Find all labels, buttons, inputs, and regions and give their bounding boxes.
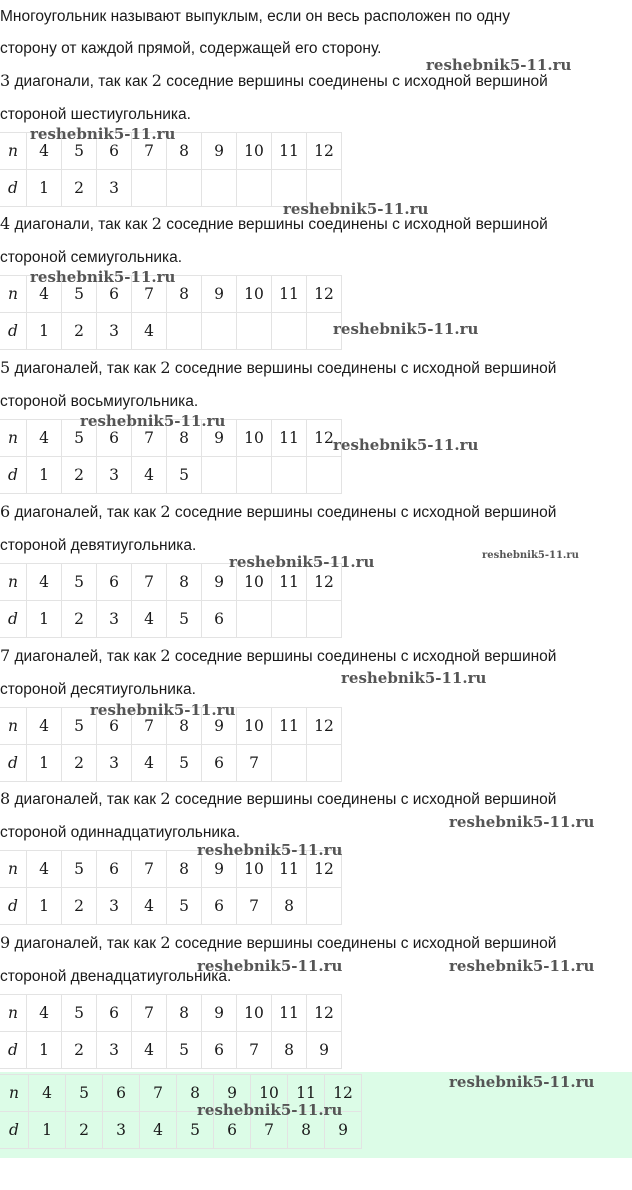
section-1-table-cell [307, 170, 342, 207]
section-6-table-cell: 7 [132, 851, 167, 888]
section-3-table [0, 419, 342, 494]
section-4-table-cell [307, 601, 342, 638]
section-4-table-cell: 1 [27, 601, 62, 638]
intro-line-2: сторону от каждой прямой, содержащей его сторону. [0, 40, 382, 57]
section-3-table-cell: 8 [167, 420, 202, 457]
section-1-table-cell [272, 170, 307, 207]
section-2-table-cell: 7 [132, 276, 167, 313]
section-2-table-cell: 5 [62, 276, 97, 313]
section-4-table-cell: 3 [97, 601, 132, 638]
section-2-table-cell [167, 313, 202, 350]
section-5-table-cell: 12 [307, 708, 342, 745]
section-6-table-label-d: d [0, 888, 27, 925]
final-table-cell: 8 [177, 1075, 214, 1112]
section-2-table-cell: 11 [272, 276, 307, 313]
section-3-table-cell: 1 [27, 457, 62, 494]
final-table-cell: 11 [288, 1075, 325, 1112]
final-table-label-d: d [0, 1112, 29, 1149]
section-4-table-cell [272, 601, 307, 638]
section-2-table-cell: 2 [62, 313, 97, 350]
sentence-two: 2 [160, 502, 171, 521]
final-table-cell: 10 [251, 1075, 288, 1112]
final-table-cell: 4 [140, 1112, 177, 1149]
section-5-table-cell: 9 [202, 708, 237, 745]
section-7-table-cell: 9 [202, 995, 237, 1032]
section-2-table-cell: 4 [132, 313, 167, 350]
section-1-table-cell: 1 [27, 170, 62, 207]
section-3-table-row-n [0, 420, 342, 457]
section-4-table [0, 563, 342, 638]
section-5-tail: стороной десятиугольника. [0, 681, 196, 698]
section-4-table-cell: 7 [132, 564, 167, 601]
section-5-table-cell [272, 745, 307, 782]
diagonal-word: диагоналей [14, 648, 99, 665]
section-1-table-label-n: n [0, 133, 27, 170]
section-2-table-cell: 12 [307, 276, 342, 313]
section-3-table-cell: 11 [272, 420, 307, 457]
section-3-table-cell: 2 [62, 457, 97, 494]
section-3-table-cell [307, 457, 342, 494]
watermark-text: reshebnik5-11.ru [30, 125, 176, 143]
section-7-table-cell: 4 [132, 1032, 167, 1069]
section-7-table-cell: 3 [97, 1032, 132, 1069]
sentence-two: 2 [160, 358, 171, 377]
section-4-table-cell: 4 [132, 601, 167, 638]
section-5-table-cell: 6 [202, 745, 237, 782]
final-table-cell: 1 [29, 1112, 66, 1149]
section-7-table-cell: 5 [167, 1032, 202, 1069]
sentence-mid: , так как [98, 791, 161, 808]
section-3-table-label-n: n [0, 420, 27, 457]
section-1-table-row-d [0, 170, 342, 207]
section-1-table-cell: 8 [167, 133, 202, 170]
section-3-table-cell: 5 [167, 457, 202, 494]
section-5-table-cell: 6 [97, 708, 132, 745]
watermark-text: reshebnik5-11.ru [449, 1073, 595, 1091]
section-3-table-cell: 5 [62, 420, 97, 457]
section-5-table-label-d: d [0, 745, 27, 782]
section-1-table-cell: 10 [237, 133, 272, 170]
sentence-mid: , так как [98, 360, 161, 377]
section-6-table-cell: 2 [62, 888, 97, 925]
section-3-table-row-d [0, 457, 342, 494]
section-4-table-cell: 6 [202, 601, 237, 638]
watermark-text: reshebnik5-11.ru [229, 553, 375, 571]
section-3-table-cell: 12 [307, 420, 342, 457]
sentence-rest: соседние вершины соединены с исходной вершиной [170, 360, 557, 377]
watermark-text: reshebnik5-11.ru [482, 550, 579, 561]
sentence-mid: , так как [98, 648, 161, 665]
section-6-table-cell: 11 [272, 851, 307, 888]
section-6-table-cell: 1 [27, 888, 62, 925]
section-6-table-cell: 8 [272, 888, 307, 925]
section-5-table-row-n [0, 708, 342, 745]
section-4-table-cell: 9 [202, 564, 237, 601]
section-3-table-cell [202, 457, 237, 494]
section-5-table-cell: 8 [167, 708, 202, 745]
diagonal-word: диагоналей [14, 791, 99, 808]
section-7-table-cell: 2 [62, 1032, 97, 1069]
section-6-table-cell: 8 [167, 851, 202, 888]
section-2-table-row-d [0, 313, 342, 350]
section-5-table-row-d [0, 745, 342, 782]
final-table-cell: 4 [29, 1075, 66, 1112]
section-6-table-row-d [0, 888, 342, 925]
section-1-table-cell: 11 [272, 133, 307, 170]
section-1-tail: стороной шестиугольника. [0, 106, 191, 123]
section-1-table-cell: 2 [62, 170, 97, 207]
section-1-table-label-d: d [0, 170, 27, 207]
sentence-rest: соседние вершины соединены с исходной вершиной [161, 73, 548, 90]
section-3-table-cell: 4 [132, 457, 167, 494]
section-2-table-label-n: n [0, 276, 27, 313]
watermark-text: reshebnik5-11.ru [197, 1101, 343, 1119]
section-3-table-cell [237, 457, 272, 494]
section-5-table-cell: 11 [272, 708, 307, 745]
section-1-table-cell [237, 170, 272, 207]
section-4-tail: стороной девятиугольника. [0, 537, 197, 554]
watermark-text: reshebnik5-11.ru [197, 957, 343, 975]
sentence-two: 2 [151, 71, 162, 90]
section-7-table-cell: 10 [237, 995, 272, 1032]
section-3-table-cell [272, 457, 307, 494]
final-table-label-n: n [0, 1075, 29, 1112]
section-5-table-cell: 5 [62, 708, 97, 745]
final-table [0, 1074, 362, 1149]
section-7-table-cell: 8 [272, 1032, 307, 1069]
sentence-two: 2 [160, 646, 171, 665]
section-2-table-row-n [0, 276, 342, 313]
section-7-table-cell: 8 [167, 995, 202, 1032]
section-5-table-cell [307, 745, 342, 782]
sentence-two: 2 [160, 789, 171, 808]
section-7-table-cell: 12 [307, 995, 342, 1032]
section-2-table-cell: 3 [97, 313, 132, 350]
section-3-table-cell: 4 [27, 420, 62, 457]
section-5-table-cell: 7 [132, 708, 167, 745]
section-2-tail: стороной семиугольника. [0, 249, 183, 266]
section-2-sentence [0, 207, 632, 242]
section-6-table-cell: 5 [167, 888, 202, 925]
section-5-table-label-n: n [0, 708, 27, 745]
section-7-table-cell: 6 [97, 995, 132, 1032]
sentence-mid: , так как [98, 504, 161, 521]
section-6-table-cell: 9 [202, 851, 237, 888]
section-4-table-cell: 10 [237, 564, 272, 601]
section-5-table-cell: 1 [27, 745, 62, 782]
section-5-sentence [0, 639, 632, 674]
diagonal-count: 5 [0, 358, 11, 377]
section-7-table-cell: 11 [272, 995, 307, 1032]
watermark-text: reshebnik5-11.ru [90, 701, 236, 719]
section-5-table-cell: 4 [27, 708, 62, 745]
watermark-text: reshebnik5-11.ru [283, 200, 429, 218]
section-6-table-cell: 6 [202, 888, 237, 925]
section-4-table-cell: 6 [97, 564, 132, 601]
final-table-cell: 8 [288, 1112, 325, 1149]
section-6-table [0, 850, 342, 925]
intro-line-1: Многоугольник называют выпуклым, если он весь расположен по одну [0, 8, 510, 25]
section-4-sentence [0, 495, 632, 530]
section-2-table-cell [237, 313, 272, 350]
final-table-cell: 9 [325, 1112, 362, 1149]
diagonal-word: диагоналей [14, 360, 99, 377]
section-7-table-cell: 7 [132, 995, 167, 1032]
final-table-cell: 9 [214, 1075, 251, 1112]
section-7-table-row-d [0, 1032, 342, 1069]
section-7-table-cell: 9 [307, 1032, 342, 1069]
diagonal-count: 6 [0, 502, 11, 521]
diagonal-word: диагонали [14, 73, 90, 90]
final-table-row-n [0, 1075, 362, 1112]
section-3-tail: стороной восьмиугольника. [0, 393, 199, 410]
section-5-table [0, 707, 342, 782]
section-3-table-cell: 7 [132, 420, 167, 457]
sentence-two: 2 [151, 214, 162, 233]
final-table-cell: 12 [325, 1075, 362, 1112]
section-7-table-row-n [0, 995, 342, 1032]
section-6-table-cell: 4 [132, 888, 167, 925]
section-6-table-label-n: n [0, 851, 27, 888]
section-6-table-cell: 3 [97, 888, 132, 925]
section-5-table-cell: 3 [97, 745, 132, 782]
section-1-table-cell: 6 [97, 133, 132, 170]
diagonal-count: 7 [0, 646, 11, 665]
section-2-table-cell: 10 [237, 276, 272, 313]
sentence-rest: соседние вершины соединены с исходной вершиной [170, 504, 557, 521]
diagonal-count: 3 [0, 71, 11, 90]
sentence-rest: соседние вершины соединены с исходной вершиной [170, 935, 557, 952]
section-5-table-cell: 2 [62, 745, 97, 782]
section-6-table-cell: 4 [27, 851, 62, 888]
section-1-table-cell: 4 [27, 133, 62, 170]
section-1-table-cell: 12 [307, 133, 342, 170]
final-table-cell: 5 [177, 1112, 214, 1149]
sentence-mid: , так как [89, 73, 152, 90]
section-2-table-label-d: d [0, 313, 27, 350]
watermark-text: reshebnik5-11.ru [426, 56, 572, 74]
section-2-table-cell: 1 [27, 313, 62, 350]
section-4-table-cell: 2 [62, 601, 97, 638]
section-6-table-cell: 7 [237, 888, 272, 925]
section-7-table-label-d: d [0, 1032, 27, 1069]
section-6-sentence [0, 782, 632, 817]
section-4-table-row-n [0, 564, 342, 601]
watermark-text: reshebnik5-11.ru [30, 268, 176, 286]
section-1-table-cell: 3 [97, 170, 132, 207]
section-5-table-cell: 10 [237, 708, 272, 745]
watermark-text: reshebnik5-11.ru [341, 669, 487, 687]
section-3-table-cell: 9 [202, 420, 237, 457]
sentence-rest: соседние вершины соединены с исходной вершиной [170, 791, 557, 808]
section-4-table-label-d: d [0, 601, 27, 638]
final-table-cell: 5 [66, 1075, 103, 1112]
watermark-text: reshebnik5-11.ru [449, 813, 595, 831]
section-7-table-label-n: n [0, 995, 27, 1032]
final-table-cell: 7 [251, 1112, 288, 1149]
section-2-table-cell: 9 [202, 276, 237, 313]
diagonal-count: 4 [0, 214, 11, 233]
section-3-table-label-d: d [0, 457, 27, 494]
diagonal-word: диагоналей [14, 504, 99, 521]
diagonal-count: 9 [0, 933, 11, 952]
section-4-table-cell: 5 [62, 564, 97, 601]
section-5-table-cell: 5 [167, 745, 202, 782]
section-7-table-cell: 4 [27, 995, 62, 1032]
final-table-cell: 6 [103, 1075, 140, 1112]
diagonal-word: диагонали [14, 216, 90, 233]
section-3-sentence [0, 351, 632, 386]
section-7-table-cell: 1 [27, 1032, 62, 1069]
diagonal-count: 8 [0, 789, 11, 808]
final-table-cell: 7 [140, 1075, 177, 1112]
section-7-table-cell: 7 [237, 1032, 272, 1069]
section-7-table [0, 994, 342, 1069]
section-6-table-cell: 5 [62, 851, 97, 888]
section-4-table-label-n: n [0, 564, 27, 601]
section-1-table-cell [132, 170, 167, 207]
section-4-table-cell: 5 [167, 601, 202, 638]
section-6-table-cell: 6 [97, 851, 132, 888]
sentence-mid: , так как [89, 216, 152, 233]
section-4-table-cell: 11 [272, 564, 307, 601]
sentence-rest: соседние вершины соединены с исходной вершиной [161, 216, 548, 233]
section-6-table-cell: 10 [237, 851, 272, 888]
section-4-table-cell [237, 601, 272, 638]
final-table-cell: 2 [66, 1112, 103, 1149]
section-3-table-cell: 6 [97, 420, 132, 457]
section-1-table-cell: 5 [62, 133, 97, 170]
section-7-table-cell: 6 [202, 1032, 237, 1069]
section-2-table-cell [307, 313, 342, 350]
section-4-table-row-d [0, 601, 342, 638]
section-1-table-cell: 9 [202, 133, 237, 170]
sentence-rest: соседние вершины соединены с исходной вершиной [170, 648, 557, 665]
section-3-table-cell: 10 [237, 420, 272, 457]
section-1-table [0, 132, 342, 207]
section-1-table-cell [202, 170, 237, 207]
section-1-table-cell: 7 [132, 133, 167, 170]
final-table-row-d [0, 1112, 362, 1149]
section-6-tail: стороной одиннадцатиугольника. [0, 824, 241, 841]
section-5-table-cell: 4 [132, 745, 167, 782]
section-7-tail: стороной двенадцатиугольника. [0, 968, 232, 985]
section-6-table-cell [307, 888, 342, 925]
section-6-table-cell: 12 [307, 851, 342, 888]
section-4-table-cell: 4 [27, 564, 62, 601]
sentence-mid: , так как [98, 935, 161, 952]
section-5-table-cell: 7 [237, 745, 272, 782]
watermark-text: reshebnik5-11.ru [333, 320, 479, 338]
section-4-table-cell: 12 [307, 564, 342, 601]
section-2-table-cell: 8 [167, 276, 202, 313]
final-table-cell: 6 [214, 1112, 251, 1149]
section-7-sentence [0, 926, 632, 961]
sentence-two: 2 [160, 933, 171, 952]
section-1-table-cell [167, 170, 202, 207]
section-1-table-row-n [0, 133, 342, 170]
section-2-table-cell [202, 313, 237, 350]
section-2-table-cell: 4 [27, 276, 62, 313]
final-table-cell: 3 [103, 1112, 140, 1149]
section-2-table-cell: 6 [97, 276, 132, 313]
section-2-table-cell [272, 313, 307, 350]
section-4-table-cell: 8 [167, 564, 202, 601]
watermark-text: reshebnik5-11.ru [80, 412, 226, 430]
section-6-table-row-n [0, 851, 342, 888]
section-7-table-cell: 5 [62, 995, 97, 1032]
section-1-sentence [0, 64, 632, 99]
watermark-text: reshebnik5-11.ru [197, 841, 343, 859]
watermark-text: reshebnik5-11.ru [449, 957, 595, 975]
watermark-text: reshebnik5-11.ru [333, 436, 479, 454]
diagonal-word: диагоналей [14, 935, 99, 952]
section-2-table [0, 275, 342, 350]
section-3-table-cell: 3 [97, 457, 132, 494]
